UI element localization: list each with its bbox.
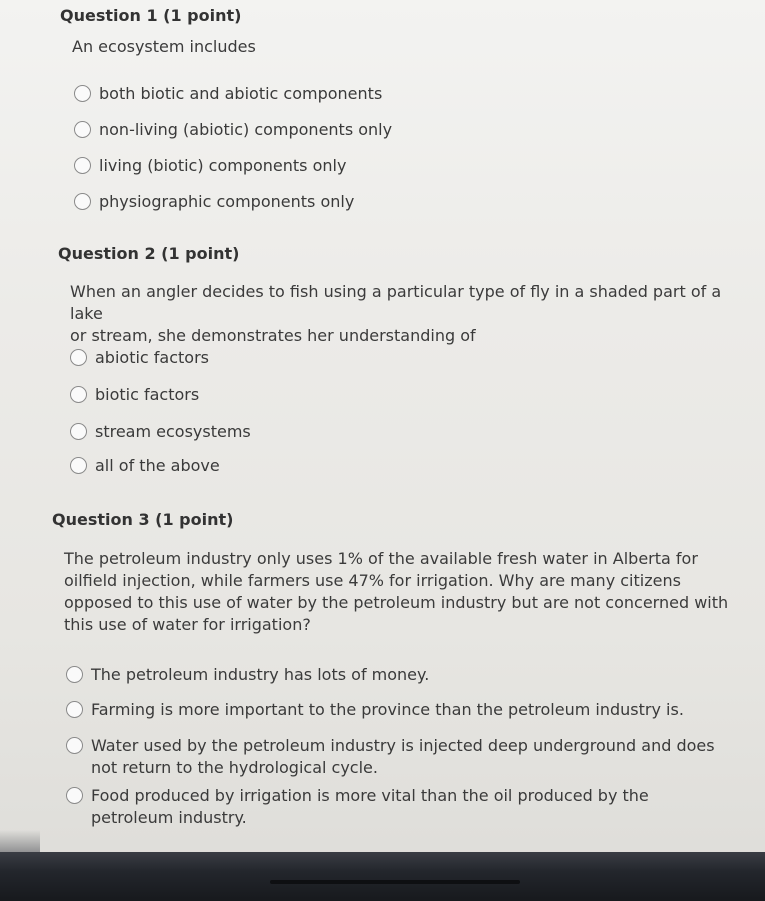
radio-button[interactable] — [70, 457, 87, 474]
device-bezel — [0, 852, 765, 901]
option-label — [91, 664, 429, 686]
option-label — [91, 699, 684, 721]
question-2-option-1[interactable] — [70, 347, 209, 369]
option-label: stream ecosystems — [95, 422, 251, 441]
question-2-option-4[interactable] — [70, 455, 220, 477]
question-2-option-3[interactable] — [70, 421, 251, 443]
option-line: The petroleum industry has lots of money. — [91, 665, 430, 684]
option-line: Water used by the petroleum industry is injected deep underground and does — [91, 736, 715, 755]
prompt-line: this use of water for irrigation? — [64, 615, 311, 634]
radio-button[interactable] — [74, 193, 91, 210]
question-1-option-1[interactable] — [74, 83, 382, 105]
question-3-option-2[interactable] — [66, 699, 726, 721]
option-line: not return to the hydrological cycle. — [91, 758, 378, 777]
option-label: living (biotic) components only — [99, 156, 347, 175]
question-3-option-4[interactable] — [66, 785, 726, 829]
option-line: Farming is more important to the province than the petroleum industry is. — [91, 700, 684, 719]
option-label: non-living (abiotic) components only — [99, 120, 393, 139]
radio-button[interactable] — [74, 121, 91, 138]
radio-button[interactable] — [66, 666, 83, 683]
question-2-title: Question 2 (1 point) — [58, 244, 240, 263]
radio-button[interactable] — [66, 701, 83, 718]
prompt-line: or stream, she demonstrates her understanding of — [70, 326, 476, 345]
prompt-line: When an angler decides to fish using a particular type of fly in a shaded part of a lake — [70, 282, 722, 323]
option-label: both biotic and abiotic components — [99, 84, 383, 103]
radio-button[interactable] — [70, 386, 87, 403]
option-line: Food produced by irrigation is more vital than the oil produced by the — [91, 786, 649, 805]
radio-button[interactable] — [66, 787, 83, 804]
option-line: petroleum industry. — [91, 808, 247, 827]
option-label — [91, 785, 649, 829]
option-label: all of the above — [95, 456, 220, 475]
prompt-line: The petroleum industry only uses 1% of the available fresh water in Alberta for — [64, 549, 698, 568]
prompt-line: oilfield injection, while farmers use 47% for irrigation. Why are many citizens — [64, 571, 681, 590]
screen-edge — [270, 880, 520, 884]
question-1-option-4[interactable] — [74, 191, 354, 213]
question-1-option-3[interactable] — [74, 155, 346, 177]
question-2-prompt — [70, 281, 740, 347]
question-3-option-1[interactable] — [66, 664, 726, 686]
option-label: physiographic components only — [99, 192, 355, 211]
question-3-option-3[interactable] — [66, 735, 726, 779]
question-3-prompt — [64, 548, 744, 636]
option-label — [91, 735, 715, 779]
prompt-line: opposed to this use of water by the petroleum industry but are not concerned with — [64, 593, 729, 612]
radio-button[interactable] — [70, 349, 87, 366]
radio-button[interactable] — [74, 157, 91, 174]
radio-button[interactable] — [70, 423, 87, 440]
option-label: biotic factors — [95, 385, 200, 404]
radio-button[interactable] — [74, 85, 91, 102]
question-1-title: Question 1 (1 point) — [60, 6, 242, 25]
question-2-option-2[interactable] — [70, 384, 199, 406]
option-label: abiotic factors — [95, 348, 210, 367]
question-3-title: Question 3 (1 point) — [52, 510, 234, 529]
radio-button[interactable] — [66, 737, 83, 754]
question-1-prompt: An ecosystem includes — [72, 37, 256, 56]
question-1-option-2[interactable] — [74, 119, 392, 141]
